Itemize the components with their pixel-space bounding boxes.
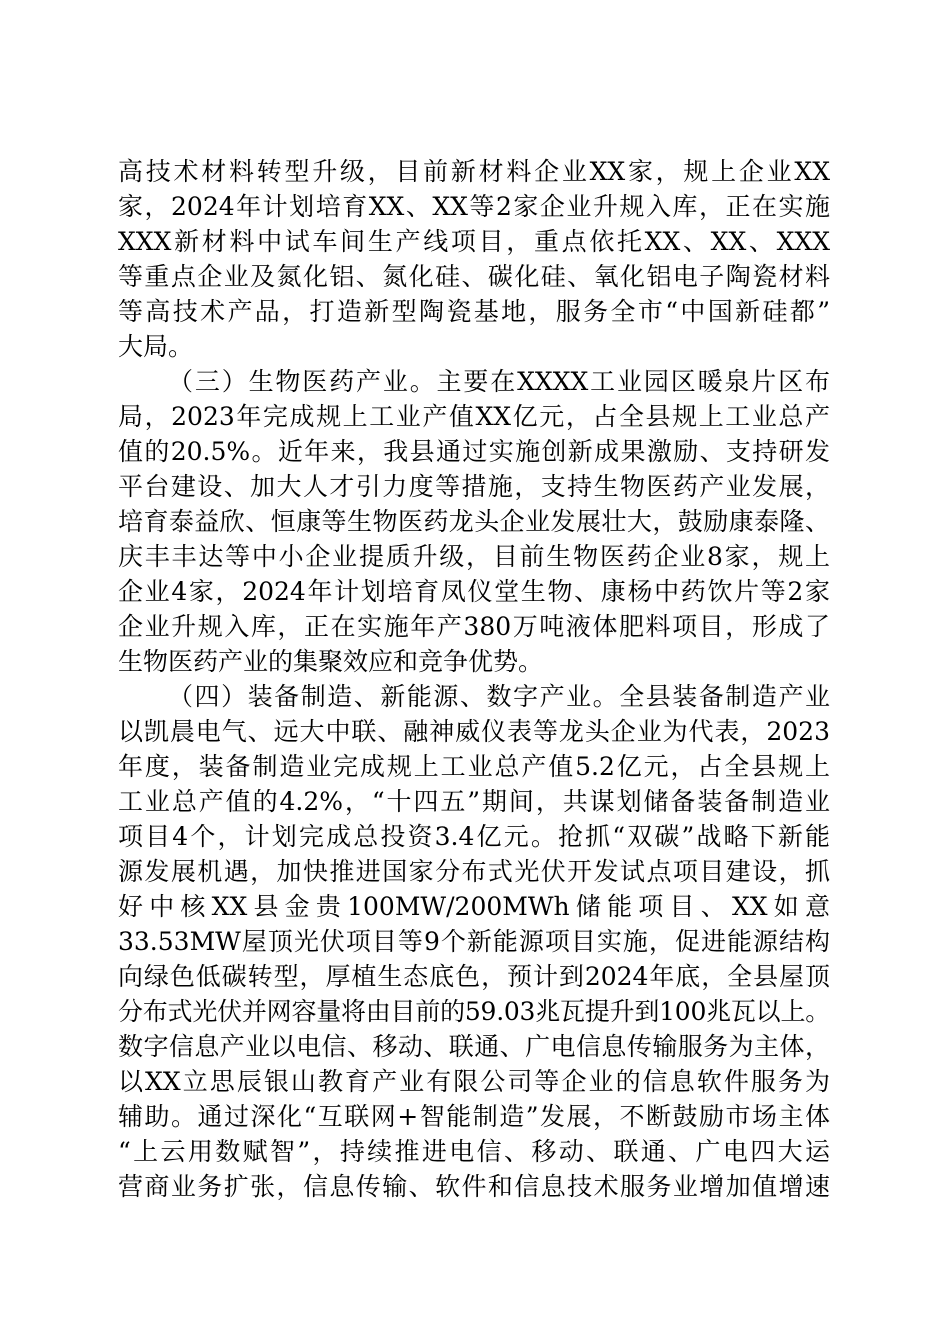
text-line: 等高技术产品，打造新型陶瓷基地，服务全市“中国新硅都” — [118, 297, 830, 326]
text-line: 平台建设、加大人才引力度等措施，支持生物医药产业发展， — [118, 472, 830, 501]
text-line: 源发展机遇，加快推进国家分布式光伏开发试点项目建设，抓 — [118, 857, 830, 886]
text-line: 大局。 — [118, 332, 194, 361]
text-line: “上云用数赋智”，持续推进电信、移动、联通、广电四大运 — [118, 1137, 830, 1166]
text-line: 局，2023年完成规上工业产值XX亿元，占全县规上工业总产 — [118, 402, 830, 431]
section-heading-line: （三）生物医药产业。主要在XXXX工业园区暖泉片区布 — [168, 367, 830, 396]
text-line: 庆丰丰达等中小企业提质升级，目前生物医药企业8家，规上 — [118, 542, 830, 571]
text-line: 高技术材料转型升级，目前新材料企业XX家，规上企业XX — [118, 157, 830, 186]
text-line: 家，2024年计划培育XX、XX等2家企业升规入库，正在实施 — [118, 192, 830, 221]
text-line: 辅助。通过深化“互联网+智能制造”发展，不断鼓励市场主体 — [118, 1102, 830, 1131]
text-line: 项目4个，计划完成总投资3.4亿元。抢抓“双碳”战略下新能 — [118, 822, 830, 851]
text-line: 以凯晨电气、远大中联、融神威仪表等龙头企业为代表，2023 — [118, 717, 830, 746]
text-line: 等重点企业及氮化铝、氮化硅、碳化硅、氧化铝电子陶瓷材料 — [118, 262, 830, 291]
text-line: 工业总产值的4.2%，“十四五”期间，共谋划储备装备制造业 — [118, 787, 830, 816]
text-line: 分布式光伏并网容量将由目前的59.03兆瓦提升到100兆瓦以上。 — [118, 997, 830, 1026]
text-line: 值的20.5%。近年来，我县通过实施创新成果激励、支持研发 — [118, 437, 830, 466]
text-line: 33.53MW屋顶光伏项目等9个新能源项目实施，促进能源结构 — [118, 927, 830, 956]
text-line: 企业升规入库，正在实施年产380万吨液体肥料项目，形成了 — [118, 612, 830, 641]
text-line: 生物医药产业的集聚效应和竞争优势。 — [118, 647, 544, 676]
text-line: 好中核XX县金贵100MW/200MWh储能项目、XX如意 — [118, 892, 830, 921]
text-line: 营商业务扩张，信息传输、软件和信息技术服务业增加值增速 — [118, 1172, 830, 1201]
section-heading-line: （四）装备制造、新能源、数字产业。全县装备制造产业 — [168, 682, 830, 711]
text-line: 年度，装备制造业完成规上工业总产值5.2亿元，占全县规上 — [118, 752, 830, 781]
text-line: XXX新材料中试车间生产线项目，重点依托XX、XX、XXX — [118, 227, 830, 256]
text-line: 培育泰益欣、恒康等生物医药龙头企业发展壮大，鼓励康泰隆、 — [118, 507, 830, 536]
text-line: 企业4家，2024年计划培育凤仪堂生物、康杨中药饮片等2家 — [118, 577, 830, 606]
text-line: 以XX立思辰银山教育产业有限公司等企业的信息软件服务为 — [118, 1067, 830, 1096]
text-line: 向绿色低碳转型，厚植生态底色，预计到2024年底，全县屋顶 — [118, 962, 830, 991]
text-line: 数字信息产业以电信、移动、联通、广电信息传输服务为主体， — [118, 1032, 830, 1061]
